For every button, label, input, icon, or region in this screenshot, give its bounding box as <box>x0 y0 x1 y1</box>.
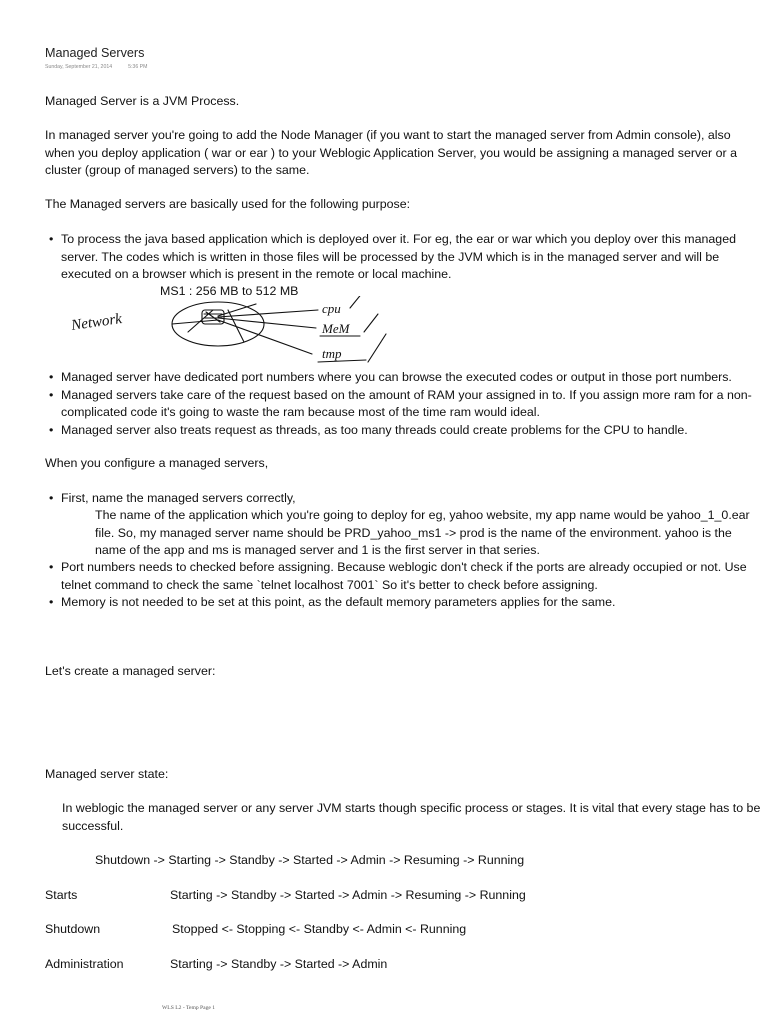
purpose-list-bottom <box>45 369 765 439</box>
configure-heading: When you configure a managed servers, <box>45 456 269 470</box>
create-heading: Let's create a managed server: <box>45 664 216 678</box>
page-date: Sunday, September 21, 2014 <box>45 64 113 70</box>
page-datetime <box>45 64 163 71</box>
sketch-tmp-label: tmp <box>322 346 342 361</box>
state-paragraph: In weblogic the managed server or any server JVM starts though specific process or stages. It is vital that every stage has to be successful. <box>62 801 761 833</box>
sketch-line-network <box>172 320 218 324</box>
sketch-slash-3 <box>368 334 386 362</box>
sketch-mem-label: MeM <box>322 321 350 336</box>
list-item: • Port numbers needs to checked before assigning. Because weblogic don't check if the ports are already occupied or not. Use telnet command to check the same `telnet localhost 7001` So it's better to check before assigning. <box>45 559 765 594</box>
page-time: 5:36 PM <box>128 64 148 70</box>
jvm-sketch <box>68 296 398 366</box>
intro-text: Managed Server is a JVM Process. <box>45 94 240 108</box>
list-item: • Managed server also treats request as threads, as too many threads could create problems for the CPU to handle. <box>45 422 765 440</box>
list-item: • Managed server have dedicated port numbers where you can browse the executed codes or output in those port numbers. <box>45 369 765 387</box>
state-label-starts: Starts <box>45 888 78 902</box>
state-value-starts: Starting -> Standby -> Started -> Admin -> Resuming -> Running <box>170 888 526 902</box>
state-heading: Managed server state: <box>45 767 169 781</box>
sketch-network-label: Network <box>70 311 123 334</box>
state-value-administration: Starting -> Standby -> Started -> Admin <box>170 957 388 971</box>
paragraph-node-manager: In managed server you're going to add the Node Manager (if you want to start the managed server from Admin console), also when you deploy application ( war or ear ) to your Weblogic Application Server, you would be assigning a managed server or a cluster (group of managed servers) to the same. <box>45 128 737 177</box>
sketch-line-tmp <box>218 320 312 354</box>
state-label-administration: Administration <box>45 957 124 971</box>
configure-list-first <box>45 490 765 508</box>
sketch-slash-2 <box>364 314 378 332</box>
page-title: Managed Servers <box>45 46 145 60</box>
page-footer: WLS L2 - Temp Page 1 <box>162 1005 216 1011</box>
list-item: • To process the java based application which is deployed over it. For eg, the ear or war which you deploy over this managed server. The codes which is written in those files will be processed by the JVM which is in the managed server and will be executed on a browser which is present in the remote or local machine. <box>45 231 765 284</box>
configure-list-rest <box>45 559 765 612</box>
configure-sub-text: The name of the application which you're going to deploy for eg, yahoo website, my app name would be yahoo_1_0.ear file. So, my managed server name should be PRD_yahoo_ms1 -> prod is the name of the environment. yahoo is the name of the app and ms is managed server and 1 is the first server in that series. <box>95 508 750 557</box>
paragraph-purpose-heading: The Managed servers are basically used for the following purpose: <box>45 197 411 211</box>
sketch-cpu-label: cpu <box>322 301 341 316</box>
sketch-slash-1 <box>350 296 363 308</box>
purpose-list-top <box>45 231 765 284</box>
list-item: • Managed servers take care of the request based on the amount of RAM your assigned in to. If you assign more ram for a non-complicated code it's going to waste the ram because most of the time ram would ideal. <box>45 387 765 422</box>
state-flow: Shutdown -> Starting -> Standby -> Started -> Admin -> Resuming -> Running <box>95 853 525 867</box>
state-value-shutdown: Stopped <- Stopping <- Standby <- Admin <- Running <box>172 922 467 936</box>
list-item: • First, name the managed servers correctly, <box>45 490 765 508</box>
ms1-label: MS1 : 256 MB to 512 MB <box>160 284 299 298</box>
state-label-shutdown: Shutdown <box>45 922 101 936</box>
list-item: • Memory is not needed to be set at this point, as the default memory parameters applies for the same. <box>45 594 765 612</box>
